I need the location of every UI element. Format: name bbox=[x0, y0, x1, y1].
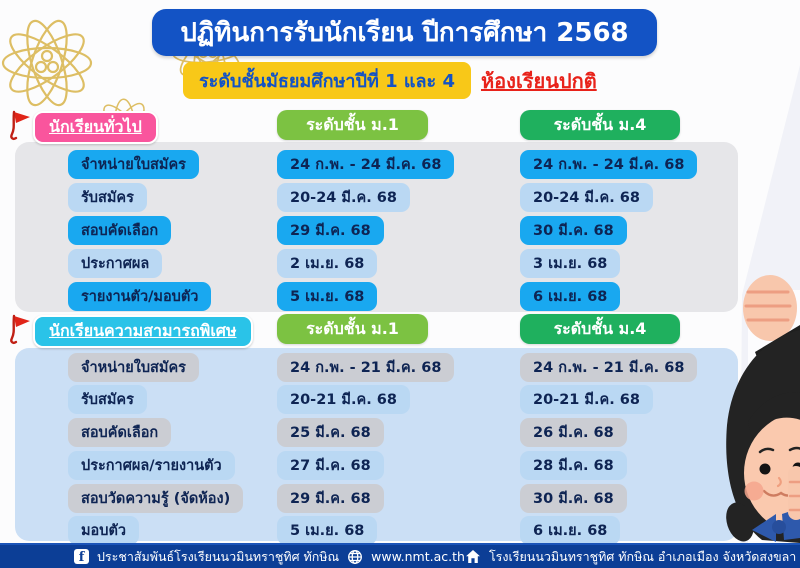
row-value-m1: 25 มี.ค. 68 bbox=[277, 418, 384, 447]
row-label: สอบวัดความรู้ (จัดห้อง) bbox=[68, 484, 243, 513]
row-value-m4: 26 มี.ค. 68 bbox=[520, 418, 627, 447]
table-row bbox=[15, 216, 738, 246]
section1-title-badge: นักเรียนทั่วไป bbox=[33, 111, 158, 144]
column-header-m1: ระดับชั้น ม.1 bbox=[277, 110, 428, 140]
row-label: รับสมัคร bbox=[68, 183, 147, 212]
footer-left-group bbox=[74, 547, 465, 567]
row-label: จำหน่ายใบสมัคร bbox=[68, 150, 199, 179]
facebook-icon: f bbox=[74, 549, 89, 564]
row-label: รับสมัคร bbox=[68, 385, 147, 414]
table-row bbox=[15, 150, 738, 180]
row-label: ประกาศผล/รายงานตัว bbox=[68, 451, 235, 480]
page-title: ปฏิทินการรับนักเรียน ปีการศึกษา 2568 bbox=[180, 18, 629, 48]
row-value-m1: 29 มี.ค. 68 bbox=[277, 216, 384, 245]
table-row bbox=[15, 418, 738, 448]
column-header-m4: ระดับชั้น ม.4 bbox=[520, 314, 680, 344]
column-header-m4: ระดับชั้น ม.4 bbox=[520, 110, 680, 140]
row-value-m1: 29 มี.ค. 68 bbox=[277, 484, 384, 513]
table-row bbox=[15, 484, 738, 514]
table-row bbox=[15, 516, 738, 546]
row-value-m4: 30 มี.ค. 68 bbox=[520, 484, 627, 513]
row-label: สอบคัดเลือก bbox=[68, 418, 171, 447]
room-type-label: ห้องเรียนปกติ bbox=[480, 68, 597, 93]
row-value-m4: 3 เม.ย. 68 bbox=[520, 249, 620, 278]
table-row bbox=[15, 451, 738, 481]
red-flag-icon bbox=[8, 108, 34, 142]
row-value-m1: 5 เม.ย. 68 bbox=[277, 516, 377, 545]
table-row bbox=[15, 249, 738, 279]
row-label: รายงานตัว/มอบตัว bbox=[68, 282, 211, 311]
home-icon bbox=[465, 549, 481, 564]
general-students-table bbox=[15, 142, 738, 312]
column-header-m1: ระดับชั้น ม.1 bbox=[277, 314, 428, 344]
row-value-m4: 30 มี.ค. 68 bbox=[520, 216, 627, 245]
row-value-m1: 24 ก.พ. - 24 มี.ค. 68 bbox=[277, 150, 454, 179]
footer-address: โรงเรียนนวมินทราชูทิศ ทักษิณ อำเภอเมือง จังหวัดสงขลา bbox=[488, 548, 797, 564]
row-value-m4: 20-24 มี.ค. 68 bbox=[520, 183, 653, 212]
footer bbox=[0, 543, 800, 568]
footer-facebook-text: ประชาสัมพันธ์โรงเรียนนวมินทราชูทิศ ทักษิณ bbox=[97, 548, 340, 564]
row-label: มอบตัว bbox=[68, 516, 139, 545]
row-label: ประกาศผล bbox=[68, 249, 162, 278]
table-row bbox=[15, 183, 738, 213]
row-value-m1: 24 ก.พ. - 21 มี.ค. 68 bbox=[277, 353, 454, 382]
grade-level-badge: ระดับชั้นมัธยมศึกษาปีที่ 1 และ 4 bbox=[183, 62, 471, 99]
row-label: สอบคัดเลือก bbox=[68, 216, 171, 245]
section1-header bbox=[0, 110, 800, 144]
row-value-m1: 5 เม.ย. 68 bbox=[277, 282, 377, 311]
row-value-m1: 27 มี.ค. 68 bbox=[277, 451, 384, 480]
row-value-m4: 24 ก.พ. - 24 มี.ค. 68 bbox=[520, 150, 697, 179]
footer-website: www.nmt.ac.th bbox=[371, 549, 465, 564]
table-row bbox=[15, 353, 738, 383]
section2-title-badge: นักเรียนความสามารถพิเศษ bbox=[33, 315, 253, 348]
row-label: จำหน่ายใบสมัคร bbox=[68, 353, 199, 382]
student-girl-illustration bbox=[700, 270, 800, 543]
footer-right-group bbox=[465, 547, 796, 567]
subtitle-row bbox=[183, 62, 597, 99]
row-value-m4: 20-21 มี.ค. 68 bbox=[520, 385, 653, 414]
row-value-m1: 20-24 มี.ค. 68 bbox=[277, 183, 410, 212]
row-value-m4: 24 ก.พ. - 21 มี.ค. 68 bbox=[520, 353, 697, 382]
globe-icon bbox=[347, 549, 363, 565]
row-value-m1: 2 เม.ย. 68 bbox=[277, 249, 377, 278]
row-value-m1: 20-21 มี.ค. 68 bbox=[277, 385, 410, 414]
red-flag-icon bbox=[8, 312, 34, 346]
row-value-m4: 6 เม.ย. 68 bbox=[520, 282, 620, 311]
page-title-banner bbox=[152, 9, 657, 56]
section2-header bbox=[0, 314, 800, 348]
row-value-m4: 28 มี.ค. 68 bbox=[520, 451, 627, 480]
table-row bbox=[15, 282, 738, 312]
special-ability-students-table bbox=[15, 348, 738, 541]
row-value-m4: 6 เม.ย. 68 bbox=[520, 516, 620, 545]
table-row bbox=[15, 385, 738, 415]
